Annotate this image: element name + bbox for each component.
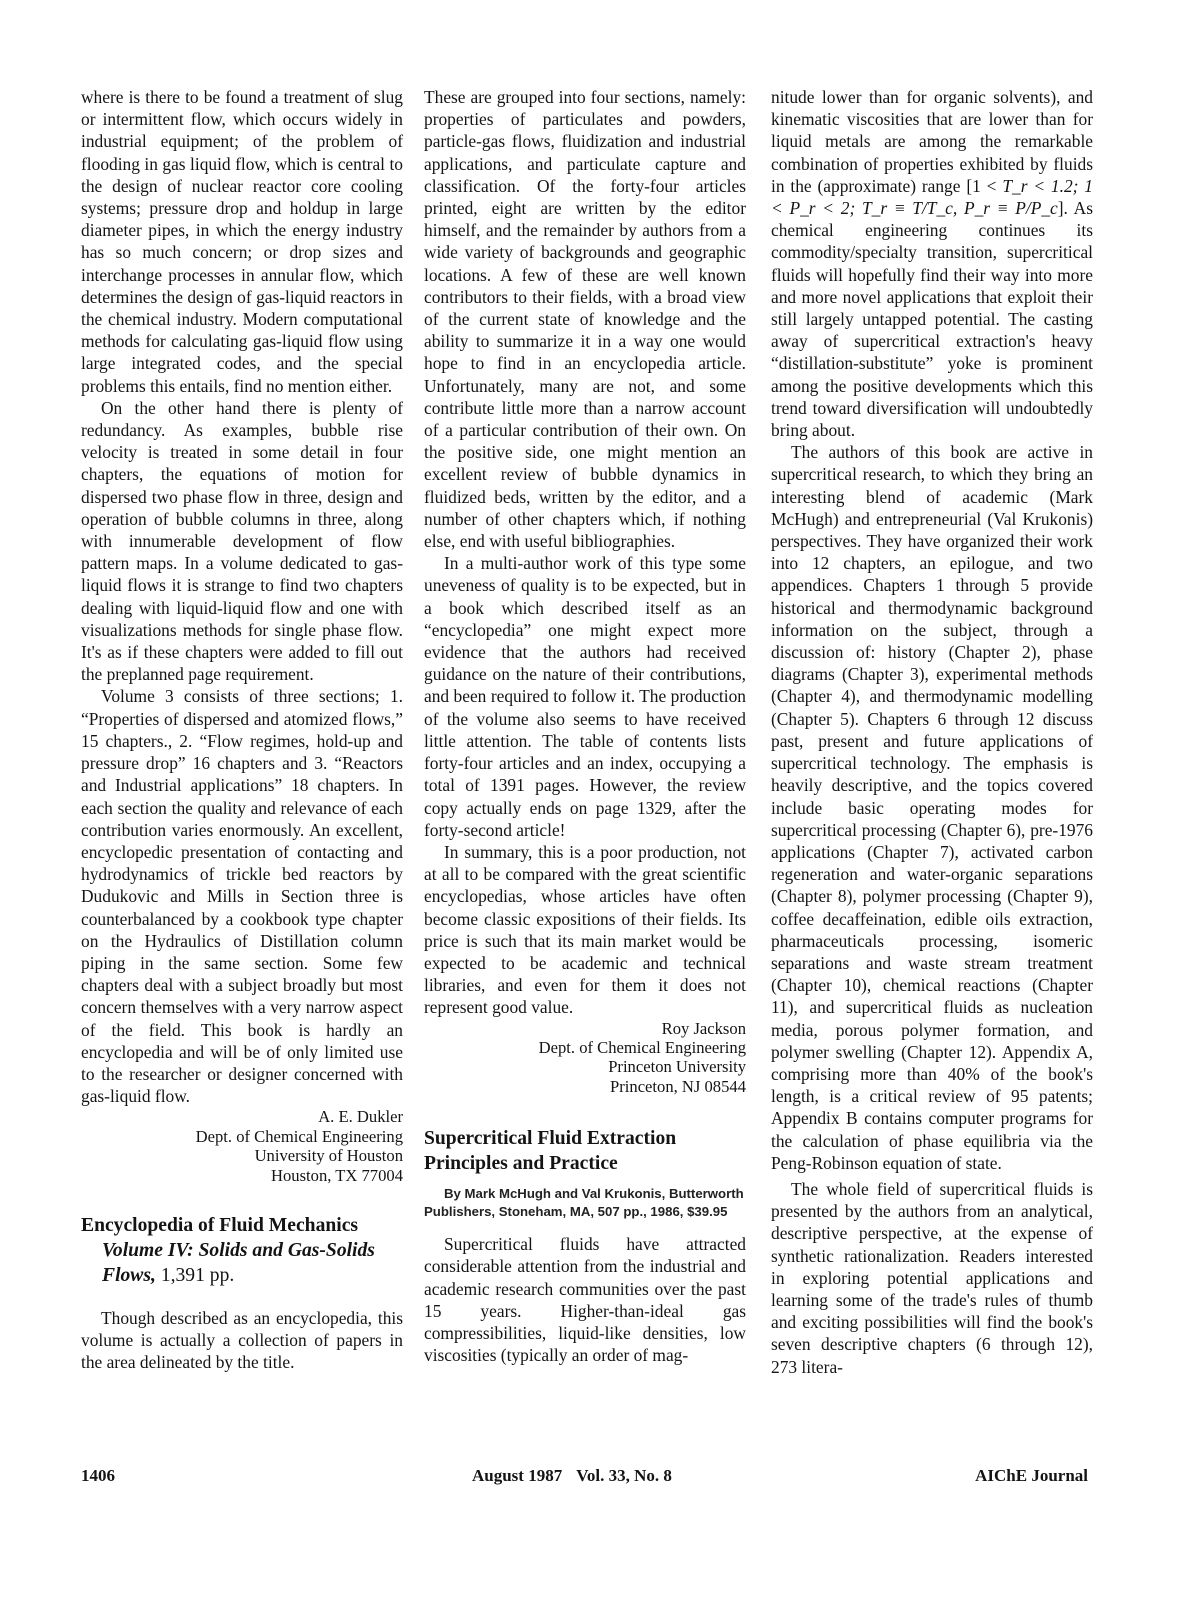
review-title	[81, 1213, 403, 1288]
paragraph: These are grouped into four sections, namely: properties of particulates and powders, particle-gas flows, fluidization and industrial applications, and particulate capture and classification. Of the forty-four articles printed, eight are written by the editor himself, and the remainder by authors from a wide variety of backgrounds and geographic locations. A few of these are well known contributors to their fields, with a broad view of the current state of knowledge and the ability to summarize it in a way one would hope to find in an encyclopedia article. Unfortunately, many are not, and some contribute little more than a narrow account of a particular contribution of their own. On the positive side, one might mention an excellent review of bubble dynamics in fluidized beds, written by the editor, and a number of other chapters which, if nothing else, end with useful bibliographies.	[424, 87, 746, 552]
reviewer-dept: Dept. of Chemical Engineering	[538, 1037, 746, 1057]
paragraph: The whole field of supercritical fluids is presented by the authors from an analytical, descriptive perspective, at the expense of synthetic rationalization. Readers interested in exploring potential applications and learning some of the trade's rules of thumb and exciting possibilities will find the book's seven descriptive chapters (6 through 12), 273 litera-	[771, 1178, 1093, 1377]
paragraph: Though described as an encyclopedia, this volume is actually a collection of papers in the area delineated by the title.	[81, 1307, 403, 1373]
reviewer-dept: Dept. of Chemical Engineering	[195, 1126, 403, 1146]
reduced-variables-math: T_r < 1.2; 1 < P_r < 2; T_r ≡ T/T_c, P_r ≡ P/P_c	[771, 175, 1093, 219]
review-title-sub: Volume IV: Solids and Gas-Solids Flows,	[102, 1239, 375, 1286]
review-title	[424, 1126, 746, 1176]
page-number: 1406	[81, 1466, 115, 1485]
paragraph	[771, 86, 1093, 441]
reviewer-university: University of Houston	[254, 1146, 403, 1166]
issue-info	[472, 1466, 672, 1486]
paragraph-text: ]. As chemical engineering continues its commodity/specialty transition, supercritical fluids will hopefully find their way into more and more novel applications that exploit their still largely untapped potential. The casting away of supercritical extraction's heavy “distillation-substitute” yoke is prominent among the positive developments which this trend toward diversification will undoubtedly bring about.	[771, 198, 1094, 441]
paragraph: where is there to be found a treatment of slug or intermittent flow, which occurs widely in industrial equipment; of the problem of flooding in gas liquid flow, which is central to the design of nuclear reactor core cooling systems; pressure drop and holdup in large diameter pipes, in which the energy industry has so much concern; or drop sizes and interchange processes in annular flow, which determines the design of gas-liquid reactors in the chemical industry. Modern computational methods for calculating gas-liquid flow using large integrated codes, and the special problems this entails, find no mention either.	[81, 87, 403, 396]
journal-name: AIChE Journal	[975, 1466, 1088, 1485]
reviewer-city: Princeton, NJ 08544	[610, 1076, 746, 1096]
review-pages: 1,391 pp.	[160, 1264, 235, 1286]
paragraph: Supercritical fluids have attracted considerable attention from the industrial and academic research communities over the past 15 years. Higher-than-ideal gas compressibilities, liquid-like densities, low viscosities (typically an order of mag-	[424, 1234, 746, 1366]
reviewer-city: Houston, TX 77004	[271, 1165, 403, 1185]
book-byline: By Mark McHugh and Val Krukonis, Butterworth Publishers, Stoneham, MA, 507 pp., 1986, $39.95	[424, 1186, 744, 1220]
reviewer-signature	[81, 1107, 403, 1185]
review-title-main: Encyclopedia of Fluid Mechanics	[81, 1214, 359, 1236]
reviewer-signature	[424, 1019, 746, 1097]
paragraph: In summary, this is a poor production, not at all to be compared with the great scientific encyclopedias, whose articles have often become classic expositions of their fields. Its price is such that its main market would be expected to be academic and technical libraries, and even for them it does not represent good value.	[424, 841, 746, 1018]
column-2	[424, 86, 746, 1366]
paragraph: The authors of this book are active in supercritical research, to which they bring an interesting blend of academic (Mark McHugh) and entrepreneurial (Val Krukonis) perspectives. They have organized their work into 12 chapters, an epilogue, and two appendices. Chapters 1 through 5 provide historical and thermodynamic background information on the subject, through a discussion of: history (Chapter 2), phase diagrams (Chapter 3), experimental methods (Chapter 4), and thermodynamic modelling (Chapter 5). Chapters 6 through 12 discuss past, present and future applications of supercritical technology. The emphasis is heavily descriptive, and the topics covered include basic operating modes for supercritical processing (Chapter 6), pre-1976 applications (Chapter 7), activated carbon regeneration and water-organic separations (Chapter 8), polymer processing (Chapter 9), coffee decaffeination, edible oils extraction, pharmaceuticals processing, isomeric separations and waste stream treatment (Chapter 10), chemical reactions (Chapter 11), and supercritical fluids as nucleation media, porous polymer formation, and polymer swelling (Chapter 12). Appendix A, comprising more than 40% of the book's length, is a critical review of 95 patents; Appendix B contains computer programs for the calculation of phase equilibria via the Peng-Robinson equation of state.	[771, 442, 1093, 1173]
column-1	[81, 86, 403, 1374]
review-title-line-1: Supercritical Fluid Extraction	[424, 1128, 677, 1150]
paragraph: In a multi-author work of this type some uneveness of quality is to be expected, but in a book which described itself as an “encyclopedia” one might expect more evidence that the authors had received guidance on the nature of their contributions, and been required to follow it. The production of the volume also seems to have received little attention. The table of contents lists forty-four articles and an index, occupying a total of 1391 pages. However, the review copy actually ends on page 1329, after the forty-second article!	[424, 553, 746, 840]
paragraph-text: nitude lower than for organic solvents), and kinematic viscosities that are lower than for liquid metals are among the remarkable combination of properties exhibited by fluids in the (approximate) range [1 <	[771, 87, 1093, 196]
reviewer-name: A. E. Dukler	[318, 1107, 403, 1127]
paragraph: On the other hand there is plenty of redundancy. As examples, bubble rise velocity is treated in some detail in four chapters, the equations of motion for dispersed two phase flow in three, design and operation of bubble columns in three, along with innumerable development of flow pattern maps. In a volume dedicated to gas-liquid flows it is strange to find two chapters dealing with liquid-liquid flow and one with visualizations methods for single phase flow. It's as if these chapters were added to fill out the preplanned page requirement.	[81, 397, 403, 685]
paragraph: Volume 3 consists of three sections; 1. “Properties of dispersed and atomized flows,” 15 chapters., 2. “Flow regimes, hold-up and pressure drop” 16 chapters and 3. “Reactors and Industrial applications” 18 chapters. In each section the quality and relevance of each contribution varies enormously. An excellent, encyclopedic presentation of contacting and hydrodynamics of trickle bed reactors by Dudukovic and Mills in Section three is counterbalanced by a cookbook type chapter on the Hydraulics of Distillation column piping in the same section. Some few chapters deal with a subject broadly but most concern themselves with a very narrow aspect of the field. This book is hardly an encyclopedia and will be of only limited use to the researcher or designer concerned with gas-liquid flow.	[81, 686, 403, 1107]
issue-volume: Vol. 33, No. 8	[576, 1466, 672, 1485]
review-title-line-2: Principles and Practice	[424, 1153, 618, 1175]
reviewer-name: Roy Jackson	[661, 1018, 746, 1038]
column-3	[771, 86, 1093, 1378]
issue-date: August 1987	[472, 1466, 563, 1485]
reviewer-university: Princeton University	[608, 1057, 746, 1077]
